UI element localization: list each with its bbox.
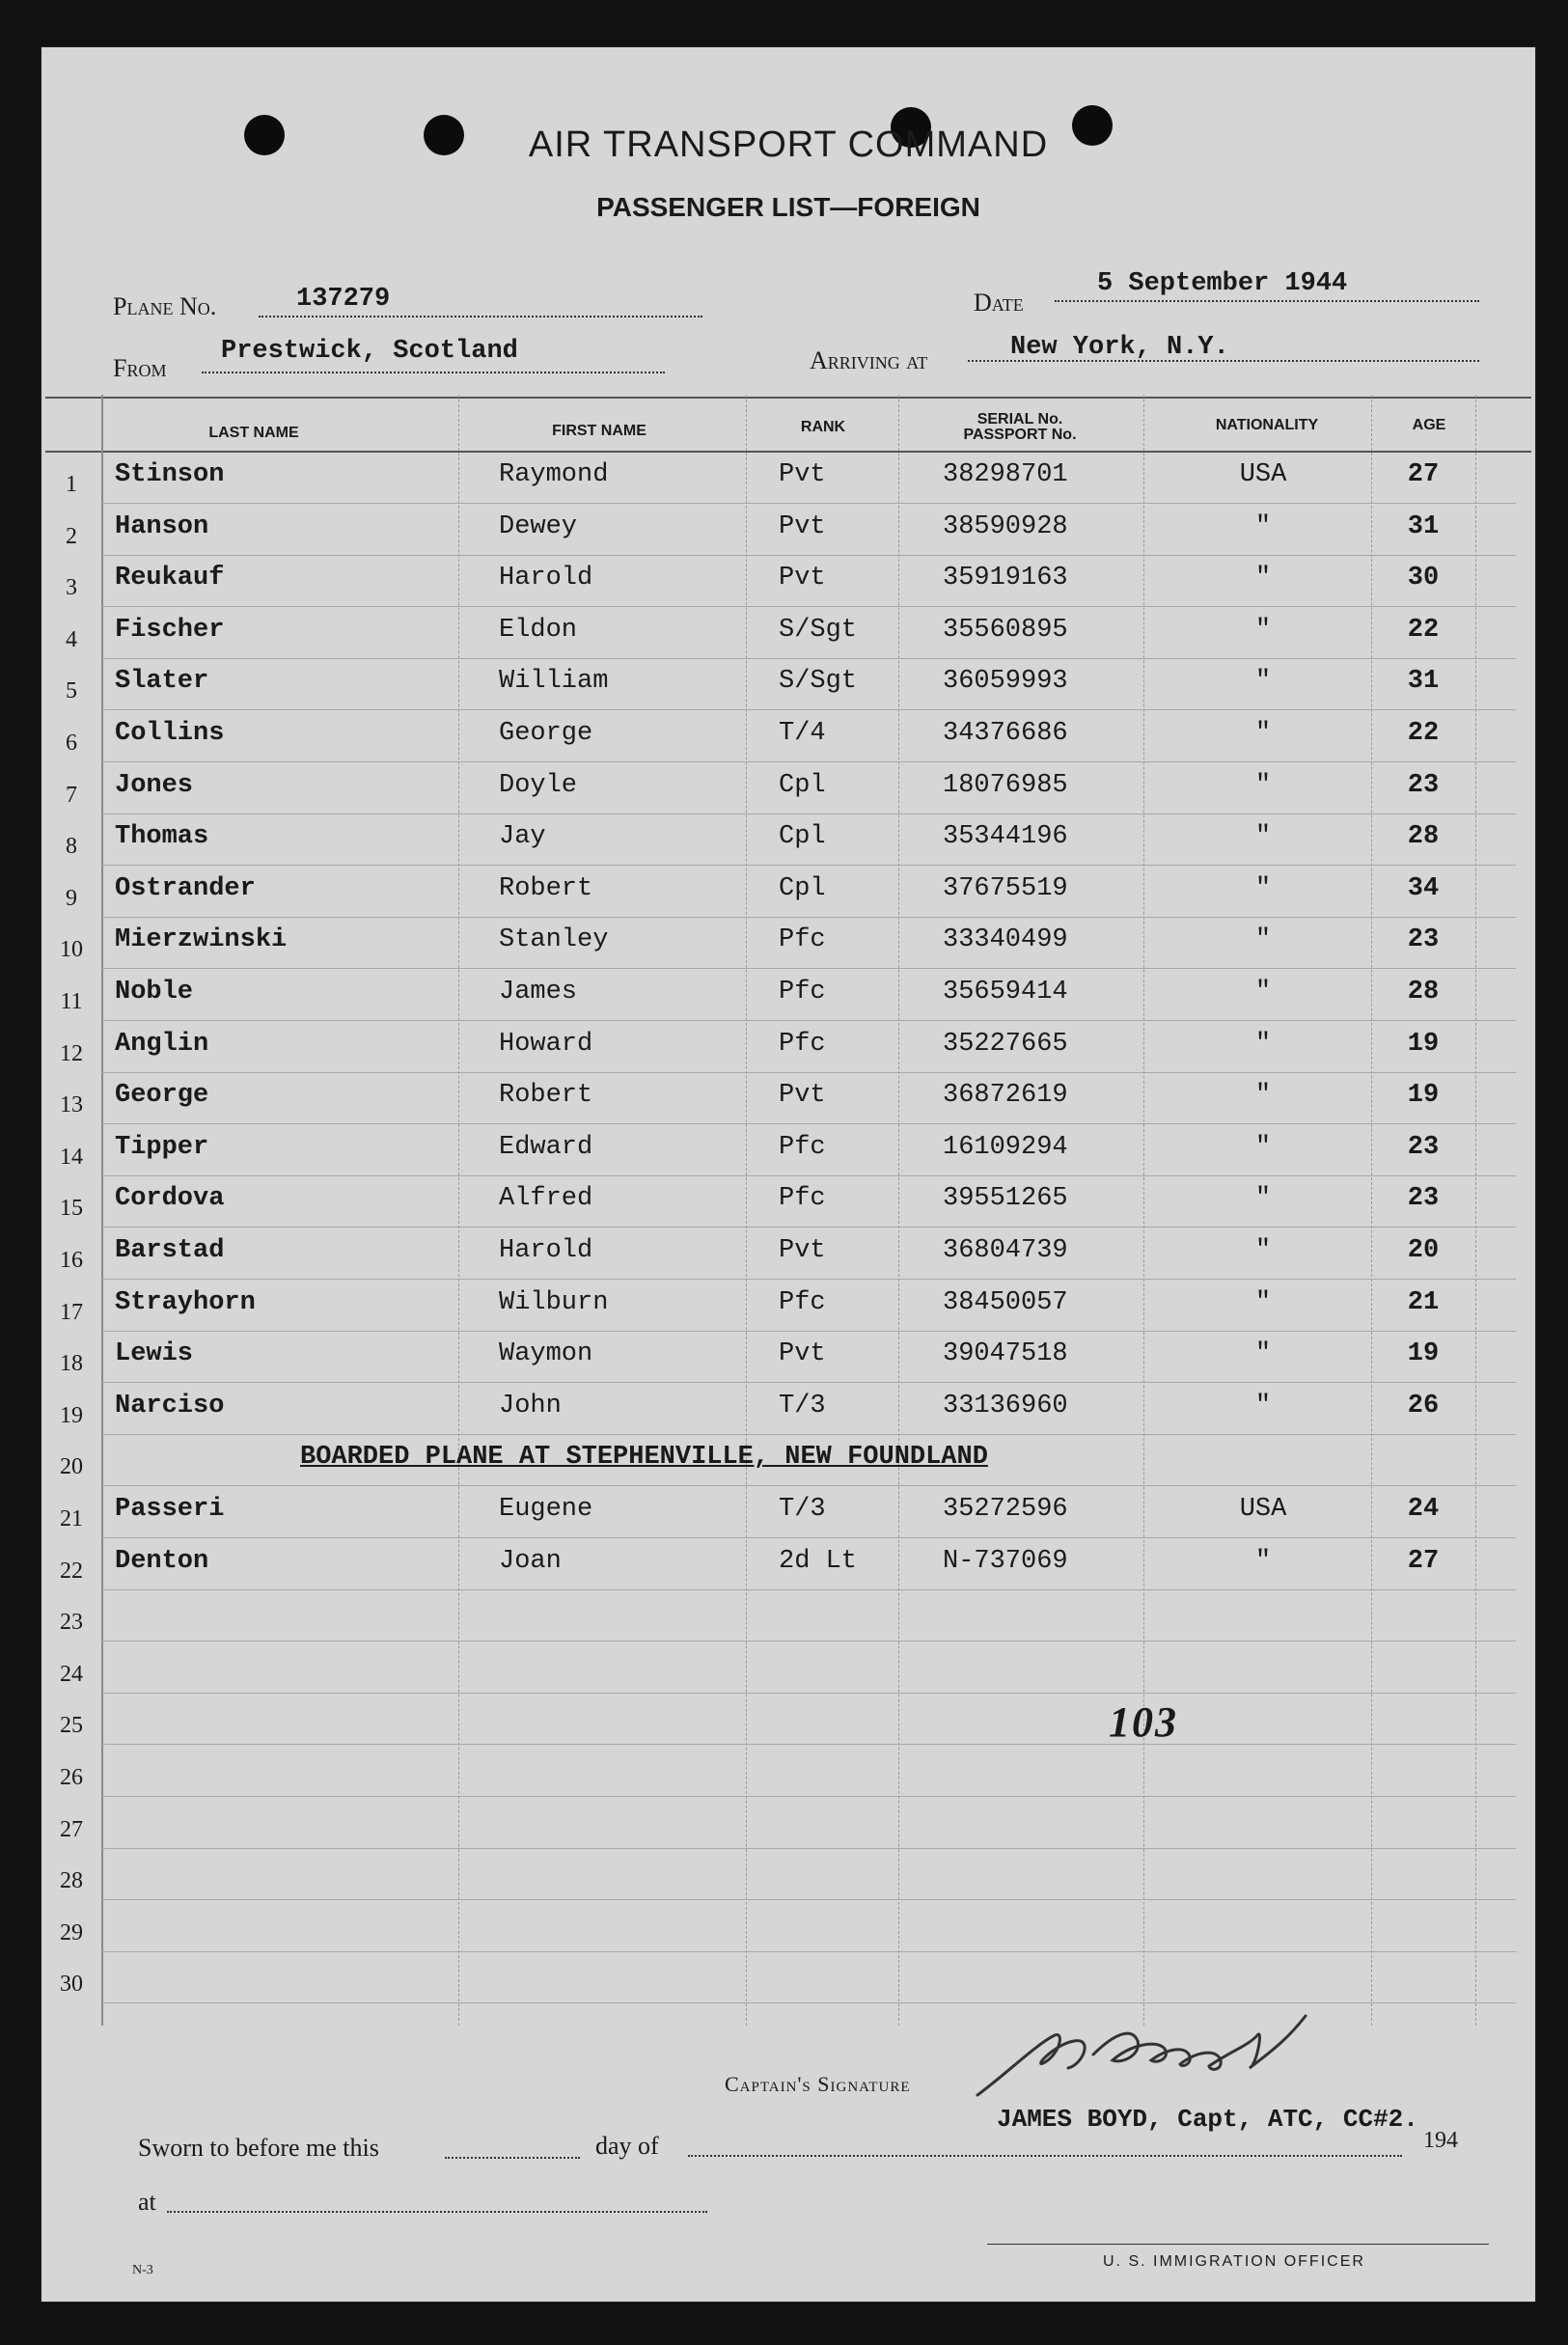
last-name-cell: Passeri	[115, 1495, 225, 1524]
serial-cell: 18076985	[943, 770, 1068, 800]
row-number: 1	[66, 472, 77, 497]
form-title: AIR TRANSPORT COMMAND	[528, 124, 1049, 165]
age-cell: 19	[1407, 1081, 1440, 1111]
row-number: 24	[60, 1661, 83, 1687]
nationality-cell: USA	[1239, 460, 1287, 489]
row-number: 19	[60, 1402, 83, 1428]
nationality-cell: USA	[1239, 1495, 1287, 1524]
last-name-cell: Lewis	[115, 1339, 194, 1369]
nationality-cell: "	[1254, 719, 1272, 748]
serial-cell: 36804739	[943, 1236, 1068, 1265]
age-cell: 19	[1407, 1029, 1440, 1059]
rank-cell: T/3	[779, 1495, 826, 1524]
serial-cell: 39551265	[943, 1184, 1068, 1214]
last-name-cell: Strayhorn	[115, 1287, 256, 1317]
age-cell: 22	[1407, 719, 1440, 748]
table-row	[41, 1901, 1535, 1952]
col-header-first-name: FIRST NAME	[552, 423, 646, 439]
first-name-cell: Doyle	[499, 770, 578, 800]
age-cell: 28	[1407, 822, 1440, 852]
row-number: 23	[60, 1610, 83, 1636]
first-name-cell: Wilburn	[499, 1287, 609, 1317]
last-name-cell: Noble	[115, 978, 194, 1007]
first-name-cell: James	[499, 978, 578, 1007]
col-header-serial	[896, 412, 1143, 443]
row-number: 8	[66, 834, 77, 860]
table-row	[41, 1849, 1535, 1900]
table-row	[41, 1642, 1535, 1694]
row-number: 15	[60, 1196, 83, 1222]
row-number: 21	[60, 1506, 83, 1531]
row-number: 29	[60, 1919, 83, 1945]
last-name-cell: Collins	[115, 719, 225, 748]
age-cell: 26	[1407, 1391, 1440, 1421]
row-number: 13	[60, 1092, 83, 1118]
serial-cell: 36872619	[943, 1081, 1068, 1111]
sworn-day-line	[445, 2157, 580, 2159]
first-name-cell: George	[499, 719, 593, 748]
form-subtitle: PASSENGER LIST—FOREIGN	[596, 192, 980, 222]
nationality-cell: "	[1254, 822, 1272, 852]
row-number: 22	[60, 1558, 83, 1584]
first-name-cell: Raymond	[499, 460, 609, 489]
nationality-cell: "	[1254, 615, 1272, 645]
nationality-cell: "	[1254, 925, 1272, 955]
nationality-cell: "	[1254, 1029, 1272, 1059]
table-row	[41, 1022, 1535, 1073]
first-name-cell: Robert	[499, 873, 593, 903]
captain-signature	[968, 2006, 1412, 2103]
officer-signature-line	[987, 2244, 1489, 2245]
row-number: 7	[66, 782, 77, 808]
last-name-cell: Cordova	[115, 1184, 225, 1214]
immigration-officer-label: U. S. IMMIGRATION OFFICER	[1103, 2253, 1365, 2270]
rank-cell: Pfc	[779, 1132, 826, 1162]
plane-no-label: Plane No.	[113, 292, 217, 320]
rank-cell: Pvt	[779, 1236, 826, 1265]
last-name-cell: Slater	[115, 667, 209, 697]
table-row	[41, 556, 1535, 607]
rank-cell: 2d Lt	[779, 1546, 858, 1576]
rank-cell: Pvt	[779, 460, 826, 489]
nationality-cell: "	[1254, 1339, 1272, 1369]
rank-cell: Pfc	[779, 1029, 826, 1059]
from-line	[202, 372, 665, 373]
serial-cell: 35344196	[943, 822, 1068, 852]
rank-cell: S/Sgt	[779, 615, 858, 645]
row-number: 4	[66, 626, 77, 652]
last-name-cell: Narciso	[115, 1391, 225, 1421]
row-number: 28	[60, 1868, 83, 1894]
form-number: N-3	[132, 2263, 153, 2277]
last-name-cell: Anglin	[115, 1029, 209, 1059]
serial-cell: 35919163	[943, 564, 1068, 593]
table-row	[41, 453, 1535, 504]
row-number: 25	[60, 1713, 83, 1739]
row-number: 3	[66, 575, 77, 601]
age-cell: 21	[1407, 1287, 1440, 1317]
last-name-cell: Barstad	[115, 1236, 225, 1265]
first-name-cell: John	[499, 1391, 562, 1421]
serial-cell: 16109294	[943, 1132, 1068, 1162]
row-number: 2	[66, 523, 77, 549]
rank-cell: Pfc	[779, 925, 826, 955]
row-rule	[101, 2002, 1516, 2003]
nationality-cell: "	[1254, 873, 1272, 903]
table-row	[41, 1952, 1535, 2003]
first-name-cell: Waymon	[499, 1339, 593, 1369]
age-cell: 20	[1407, 1236, 1440, 1265]
last-name-cell: Fischer	[115, 615, 225, 645]
year-label: 194	[1423, 2128, 1458, 2153]
serial-cell: 35227665	[943, 1029, 1068, 1059]
first-name-cell: Stanley	[499, 925, 609, 955]
age-cell: 22	[1407, 615, 1440, 645]
plane-no-value: 137279	[296, 285, 391, 314]
date-label: Date	[974, 289, 1024, 317]
row-number: 11	[60, 989, 83, 1014]
serial-cell: 35560895	[943, 615, 1068, 645]
table-row	[41, 1384, 1535, 1435]
nationality-cell: "	[1254, 1081, 1272, 1111]
first-name-cell: Eldon	[499, 615, 578, 645]
col-header-last-name: LAST NAME	[208, 425, 299, 441]
table-row	[41, 1435, 1535, 1486]
table-row	[41, 505, 1535, 556]
boarded-note: BOARDED PLANE AT STEPHENVILLE, NEW FOUNDLAND	[300, 1443, 988, 1473]
age-cell: 24	[1407, 1495, 1440, 1524]
table-row	[41, 1281, 1535, 1332]
rank-cell: T/3	[779, 1391, 826, 1421]
first-name-cell: Robert	[499, 1081, 593, 1111]
last-name-cell: Mierzwinski	[115, 925, 288, 955]
last-name-cell: Denton	[115, 1546, 209, 1576]
serial-cell: 34376686	[943, 719, 1068, 748]
table-row	[41, 1228, 1535, 1280]
row-number: 16	[60, 1248, 83, 1273]
nationality-cell: "	[1254, 1132, 1272, 1162]
table-row	[41, 1487, 1535, 1538]
table-top-rule	[45, 397, 1531, 399]
nationality-cell: "	[1254, 1236, 1272, 1265]
last-name-cell: George	[115, 1081, 209, 1111]
first-name-cell: William	[499, 667, 609, 697]
serial-cell: 35659414	[943, 978, 1068, 1007]
arriving-label: Arriving at	[810, 346, 928, 374]
table-row	[41, 867, 1535, 918]
age-cell: 19	[1407, 1339, 1440, 1369]
serial-cell: N-737069	[943, 1546, 1068, 1576]
age-cell: 30	[1407, 564, 1440, 593]
rank-cell: Pfc	[779, 1287, 826, 1317]
age-cell: 31	[1407, 667, 1440, 697]
row-number: 9	[66, 885, 77, 911]
last-name-cell: Thomas	[115, 822, 209, 852]
serial-cell: 36059993	[943, 667, 1068, 697]
at-line	[167, 2211, 707, 2213]
rank-cell: Pvt	[779, 1081, 826, 1111]
table-row	[41, 763, 1535, 814]
row-number: 6	[66, 731, 77, 756]
rank-cell: Cpl	[779, 822, 826, 852]
day-of-label: day of	[595, 2132, 659, 2160]
from-value: Prestwick, Scotland	[221, 337, 518, 366]
age-cell: 34	[1407, 873, 1440, 903]
table-row	[41, 711, 1535, 762]
nationality-cell: "	[1254, 978, 1272, 1007]
table-row	[41, 1798, 1535, 1849]
arriving-value: New York, N.Y.	[1010, 333, 1229, 362]
serial-cell: 33136960	[943, 1391, 1068, 1421]
table-row	[41, 1539, 1535, 1590]
passenger-list-form	[41, 46, 1536, 2303]
table-row	[41, 659, 1535, 710]
captain-signature-label: Captain's Signature	[725, 2072, 911, 2096]
rank-cell: Cpl	[779, 770, 826, 800]
rank-cell: T/4	[779, 719, 826, 748]
row-number: 14	[60, 1144, 83, 1170]
first-name-cell: Eugene	[499, 1495, 593, 1524]
captain-name-typed: JAMES BOYD, Capt, ATC, CC#2.	[997, 2105, 1418, 2134]
from-label: From	[113, 354, 167, 382]
last-name-cell: Hanson	[115, 511, 209, 541]
nationality-cell: "	[1254, 1391, 1272, 1421]
last-name-cell: Ostrander	[115, 873, 256, 903]
first-name-cell: Jay	[499, 822, 546, 852]
month-line	[688, 2155, 1402, 2157]
age-cell: 31	[1407, 511, 1440, 541]
first-name-cell: Edward	[499, 1132, 593, 1162]
rank-cell: Pvt	[779, 1339, 826, 1369]
nationality-cell: "	[1254, 564, 1272, 593]
nationality-cell: "	[1254, 511, 1272, 541]
serial-cell: 37675519	[943, 873, 1068, 903]
serial-cell: 33340499	[943, 925, 1068, 955]
table-row	[41, 918, 1535, 969]
table-row	[41, 1125, 1535, 1176]
row-number: 26	[60, 1765, 83, 1790]
first-name-cell: Harold	[499, 564, 593, 593]
nationality-cell: "	[1254, 667, 1272, 697]
first-name-cell: Harold	[499, 1236, 593, 1265]
serial-cell: 35272596	[943, 1495, 1068, 1524]
table-row	[41, 1694, 1535, 1745]
table-row	[41, 608, 1535, 659]
rank-cell: Pvt	[779, 564, 826, 593]
age-cell: 28	[1407, 978, 1440, 1007]
date-line	[1055, 300, 1479, 302]
serial-cell: 38450057	[943, 1287, 1068, 1317]
last-name-cell: Stinson	[115, 460, 225, 489]
age-cell: 27	[1407, 1546, 1440, 1576]
row-number: 30	[60, 1972, 83, 1998]
col-header-rank: RANK	[800, 419, 846, 435]
sworn-label: Sworn to before me this	[138, 2134, 379, 2162]
first-name-cell: Dewey	[499, 511, 578, 541]
table-row	[41, 1746, 1535, 1797]
serial-cell: 39047518	[943, 1339, 1068, 1369]
first-name-cell: Joan	[499, 1546, 562, 1576]
nationality-cell: "	[1254, 1184, 1272, 1214]
last-name-cell: Tipper	[115, 1132, 209, 1162]
row-number: 18	[60, 1351, 83, 1377]
serial-label: SERIAL No.	[977, 411, 1063, 428]
row-number: 17	[60, 1299, 83, 1325]
table-row	[41, 970, 1535, 1021]
age-cell: 23	[1407, 925, 1440, 955]
stamped-number: 103	[1109, 1698, 1178, 1746]
row-number: 27	[60, 1816, 83, 1842]
rank-cell: Pfc	[779, 1184, 826, 1214]
age-cell: 27	[1407, 460, 1440, 489]
at-label: at	[138, 2188, 156, 2216]
age-cell: 23	[1407, 1132, 1440, 1162]
rank-cell: S/Sgt	[779, 667, 858, 697]
row-number: 5	[66, 678, 77, 704]
last-name-cell: Jones	[115, 770, 194, 800]
rank-cell: Pfc	[779, 978, 826, 1007]
table-row	[41, 1176, 1535, 1228]
table-row	[41, 814, 1535, 866]
nationality-cell: "	[1254, 1287, 1272, 1317]
serial-cell: 38298701	[943, 460, 1068, 489]
first-name-cell: Howard	[499, 1029, 593, 1059]
age-cell: 23	[1407, 770, 1440, 800]
serial-cell: 38590928	[943, 511, 1068, 541]
col-header-age: AGE	[1412, 417, 1446, 433]
first-name-cell: Alfred	[499, 1184, 593, 1214]
row-number: 12	[60, 1040, 83, 1066]
plane-no-line	[259, 316, 702, 317]
date-value: 5 September 1944	[1097, 269, 1348, 298]
age-cell: 23	[1407, 1184, 1440, 1214]
passport-label: PASSPORT No.	[963, 427, 1077, 443]
last-name-cell: Reukauf	[115, 564, 225, 593]
col-header-nationality: NATIONALITY	[1215, 417, 1319, 433]
table-row	[41, 1332, 1535, 1383]
row-number: 10	[60, 937, 83, 963]
nationality-cell: "	[1254, 770, 1272, 800]
rank-cell: Pvt	[779, 511, 826, 541]
nationality-cell: "	[1254, 1546, 1272, 1576]
table-row	[41, 1073, 1535, 1124]
row-number: 20	[60, 1454, 83, 1480]
table-row	[41, 1590, 1535, 1642]
rank-cell: Cpl	[779, 873, 826, 903]
